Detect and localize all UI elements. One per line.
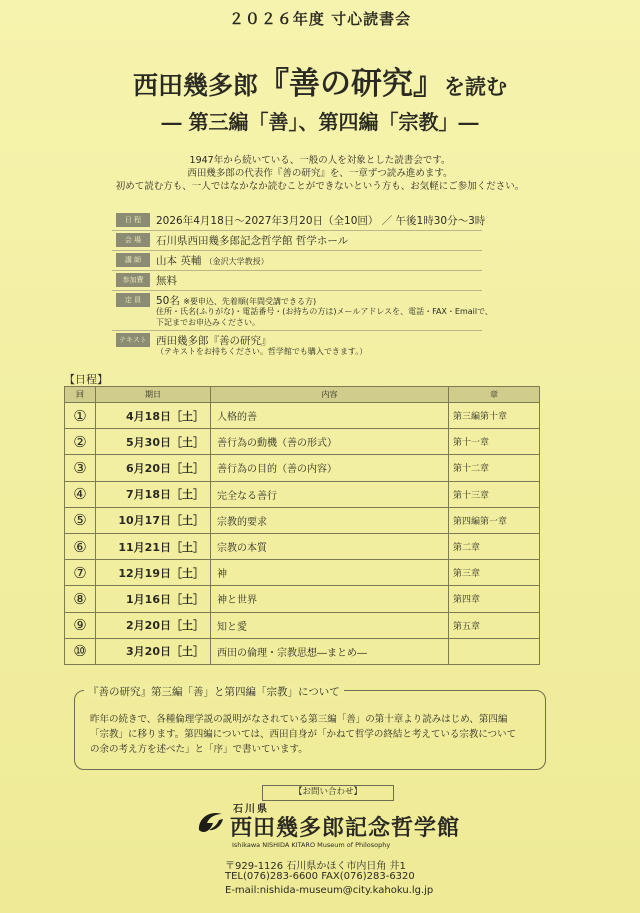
- schedule-header-row: [65, 387, 540, 403]
- info-venue: [112, 230, 482, 251]
- info-date-label: 日 程: [116, 213, 150, 227]
- info-lecturer-label: 講 師: [116, 253, 150, 267]
- title-suffix: を読む: [444, 74, 507, 99]
- row-date: 11月21日［土］: [96, 533, 211, 559]
- row-content: 神と世界: [211, 586, 449, 612]
- info-capacity: [112, 290, 493, 331]
- info-text: [112, 330, 482, 360]
- row-chapter: 第四編第一章: [449, 507, 540, 533]
- row-chapter: 第五章: [449, 612, 540, 638]
- table-row: [65, 403, 540, 429]
- header-chapter: 章: [449, 387, 540, 403]
- info-fee: [112, 270, 482, 291]
- info-text-note: （テキストをお持ちください。哲学館でも購入できます。）: [156, 347, 368, 356]
- info-fee-value: 無料: [156, 275, 177, 287]
- about-body: [90, 712, 536, 757]
- event-info: [112, 210, 493, 360]
- lecturer-name: 山本 英輔: [156, 255, 202, 267]
- about-line: 昨年の続きで、各種倫理学説の説明がなされている第三編「善」の第十章より読みはじめ、第四編: [90, 714, 508, 725]
- row-chapter: 第十一章: [449, 429, 540, 455]
- row-date: 6月20日［土］: [96, 455, 211, 481]
- table-row: [65, 560, 540, 586]
- table-row: [65, 612, 540, 638]
- row-number: ⑧: [65, 586, 96, 612]
- series-title: ２０２６年度 寸心読書会: [228, 10, 412, 28]
- contact-title: 【お問い合わせ】: [293, 787, 362, 797]
- row-date: 5月30日［土］: [96, 429, 211, 455]
- row-date: 10月17日［土］: [96, 507, 211, 533]
- intro-line: 初めて読む方も、一人ではなかなか読むことができないという方も、お気軽にご参加ください。: [115, 181, 525, 192]
- title-book: 『善の研究』: [258, 66, 444, 102]
- row-date: 2月20日［土］: [96, 612, 211, 638]
- title-author: 西田幾多郎: [132, 71, 258, 100]
- row-number: ④: [65, 481, 96, 507]
- subtitle: ― 第三編「善」、第四編「宗教」―: [161, 110, 479, 134]
- museum-name: 西田幾多郎記念哲学館: [230, 815, 461, 841]
- about-title: 『善の研究』第三編「善」と第四編「宗教」について: [84, 684, 344, 699]
- main-title: [0, 58, 640, 103]
- capacity-note-3: 下記までお申込みください。: [156, 318, 260, 327]
- header-no: 回: [65, 387, 96, 403]
- info-text-value: 西田幾多郎『善の研究』: [156, 335, 272, 347]
- info-venue-label: 会 場: [116, 233, 150, 247]
- info-lecturer: [112, 250, 482, 271]
- row-chapter: [449, 638, 540, 664]
- table-row: [65, 638, 540, 664]
- schedule-table: [64, 386, 540, 665]
- row-content: 善行為の目的（善の内容）: [211, 455, 449, 481]
- row-content: 宗教の本質: [211, 533, 449, 559]
- row-number: ③: [65, 455, 96, 481]
- museum-logo-icon: [196, 808, 226, 838]
- row-content: 善行為の動機（善の形式）: [211, 429, 449, 455]
- row-number: ⑥: [65, 533, 96, 559]
- row-content: 神: [211, 560, 449, 586]
- about-line: の余の考え方を述べた」と「序」で書いています。: [90, 744, 308, 755]
- museum-prefecture: 石川県: [233, 804, 269, 815]
- row-date: 12月19日［土］: [96, 560, 211, 586]
- table-row: [65, 481, 540, 507]
- table-row: [65, 429, 540, 455]
- row-chapter: 第十二章: [449, 455, 540, 481]
- info-lecturer-value: [156, 253, 269, 268]
- capacity-number: 50名: [156, 295, 180, 307]
- lecturer-affiliation: （金沢大学教授）: [204, 257, 269, 266]
- row-content: 完全なる善行: [211, 481, 449, 507]
- info-date-value: 2026年4月18日～2027年3月20日（全10回） ／ 午後1時30分～3時: [156, 215, 486, 227]
- intro-line: 1947年から続いている、一般の人を対象とした読書会です。: [189, 155, 451, 166]
- row-content: 知と愛: [211, 612, 449, 638]
- row-number: ⑩: [65, 638, 96, 664]
- info-text-label: テキスト: [116, 333, 150, 347]
- row-date: 1月16日［土］: [96, 586, 211, 612]
- row-content: 人格的善: [211, 403, 449, 429]
- contact-address: 〒929-1126 石川県かほく市内日角 井1: [225, 861, 406, 872]
- table-row: [65, 507, 540, 533]
- row-number: ②: [65, 429, 96, 455]
- table-row: [65, 586, 540, 612]
- schedule-title: 【日程】: [64, 373, 108, 386]
- row-content: 宗教的要求: [211, 507, 449, 533]
- info-date: [112, 210, 486, 231]
- table-row: [65, 455, 540, 481]
- row-date: 4月18日［土］: [96, 403, 211, 429]
- header-date: 期日: [96, 387, 211, 403]
- intro-text: [0, 154, 640, 193]
- row-date: 7月18日［土］: [96, 481, 211, 507]
- row-content: 西田の倫理・宗教思想―まとめ―: [211, 638, 449, 664]
- intro-line: 西田幾多郎の代表作『善の研究』を、一章ずつ読み進めます。: [187, 168, 453, 179]
- row-chapter: 第三章: [449, 560, 540, 586]
- info-fee-label: 参加費: [116, 273, 150, 287]
- contact-phone-fax: TEL(076)283-6600 FAX(076)283-6320: [225, 871, 415, 882]
- row-number: ⑤: [65, 507, 96, 533]
- contact-email: E-mail:nishida-museum@city.kahoku.lg.jp: [225, 885, 434, 896]
- capacity-note: ※要申込、先着順(年間受講できる方): [183, 297, 317, 306]
- info-venue-value: 石川県西田幾多郎記念哲学館 哲学ホール: [156, 235, 349, 247]
- header-content: 内容: [211, 387, 449, 403]
- row-date: 3月20日［土］: [96, 638, 211, 664]
- museum-name-english: Ishikawa NISHIDA KITARO Museum of Philosophy: [232, 841, 391, 849]
- row-chapter: 第十三章: [449, 481, 540, 507]
- row-chapter: 第三編第十章: [449, 403, 540, 429]
- row-number: ⑦: [65, 560, 96, 586]
- row-number: ①: [65, 403, 96, 429]
- capacity-note-2: 住所・氏名(ふりがな)・電話番号・(お持ちの方は)メールアドレスを、電話・FAX・Emailで、: [156, 307, 493, 316]
- row-chapter: 第四章: [449, 586, 540, 612]
- row-number: ⑨: [65, 612, 96, 638]
- table-row: [65, 533, 540, 559]
- info-capacity-label: 定 員: [116, 293, 150, 307]
- about-line: 「宗教」に移ります。第四編については、西田自身が「かねて哲学の終結と考えている宗教について: [90, 729, 517, 740]
- row-chapter: 第二章: [449, 533, 540, 559]
